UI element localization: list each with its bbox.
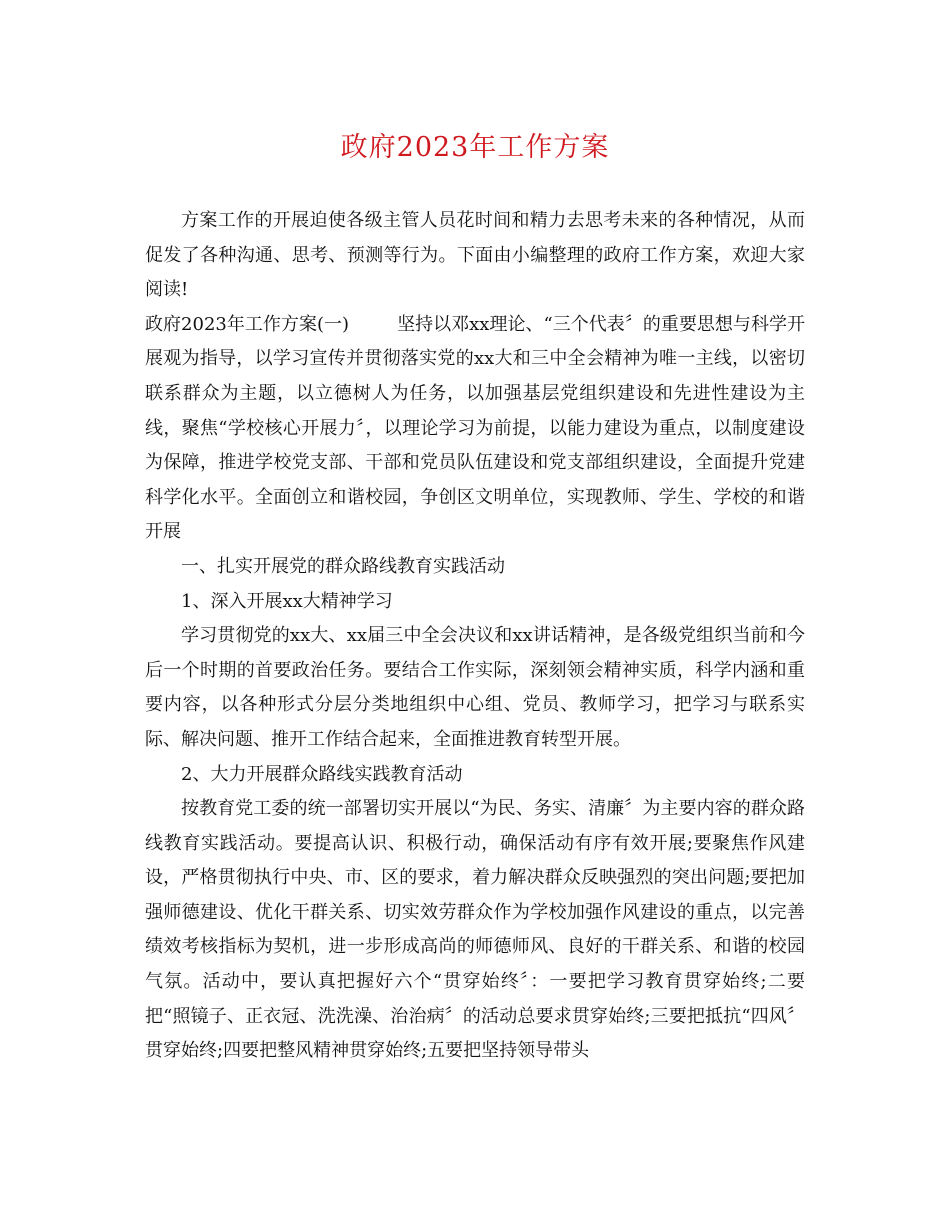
intro-paragraph: 方案工作的开展迫使各级主管人员花时间和精力去思考未来的各种情况，从而促发了各种沟通、思考、预测等行为。下面由小编整理的政府工作方案，欢迎大家阅读! bbox=[145, 210, 805, 301]
document-body bbox=[145, 204, 805, 1069]
plan-paragraph bbox=[145, 308, 805, 550]
item-1-title: 1、深入开展xx大精神学习 bbox=[181, 590, 393, 612]
item-2-title: 2、大力开展群众路线实践教育活动 bbox=[181, 763, 463, 785]
item-1-body: 学习贯彻党的xx大、xx届三中全会决议和xx讲话精神，是各级党组织当前和今后一个时期的首要政治任务。要结合工作实际，深刻领会精神实质，科学内涵和重要内容，以各种形式分层分类地组织中心组、党员、教师学习，把学习与联系实际、解决问题、推开工作结合起来，全面推进教育转型开展。 bbox=[145, 625, 805, 750]
document-title: 政府2023年工作方案 bbox=[340, 132, 610, 163]
item-2-body: 按教育党工委的统一部署切实开展以“为民、务实、清廉〞为主要内容的群众路线教育实践活动。要提高认识、积极行动，确保活动有序有效开展;要聚焦作风建设，严格贯彻执行中央、市、区的要求，着力解决群众反映强烈的突出问题;要把加强师德建设、优化干群关系、切实效劳群众作为学校加强作风建设的重点，以完善绩效考核指标为契机，进一步形成高尚的师德师风、良好的干群关系、和谐的校园气氛。活动中，要认真把握好六个“贯穿始终〞：一要把学习教育贯穿始终;二要把“照镜子、正衣冠、洗洗澡、治治病〞的活动总要求贯穿始终;三要把抵抗“四风〞贯穿始终;四要把整风精神贯穿始终;五要把坚持领导带头 bbox=[145, 798, 805, 1062]
plan-heading: 政府2023年工作方案(一) bbox=[145, 313, 350, 335]
plan-body: 坚持以邓xx理论、“三个代表〞的重要思想与科学开展观为指导，以学习宣传并贯彻落实党的xx大和三中全会精神为唯一主线，以密切联系群众为主题，以立德树人为任务，以加强基层党组织建设和先进性建设为主线，聚焦“学校核心开展力〞，以理论学习为前提，以能力建设为重点，以制度建设为保障，推进学校党支部、干部和党员队伍建设和党支部组织建设，全面提升党建科学化水平。全面创立和谐校园，争创区文明单位，实现教师、学生、学校的和谐开展 bbox=[145, 313, 805, 543]
section-1-heading: 一、扎实开展党的群众路线教育实践活动 bbox=[181, 555, 505, 577]
